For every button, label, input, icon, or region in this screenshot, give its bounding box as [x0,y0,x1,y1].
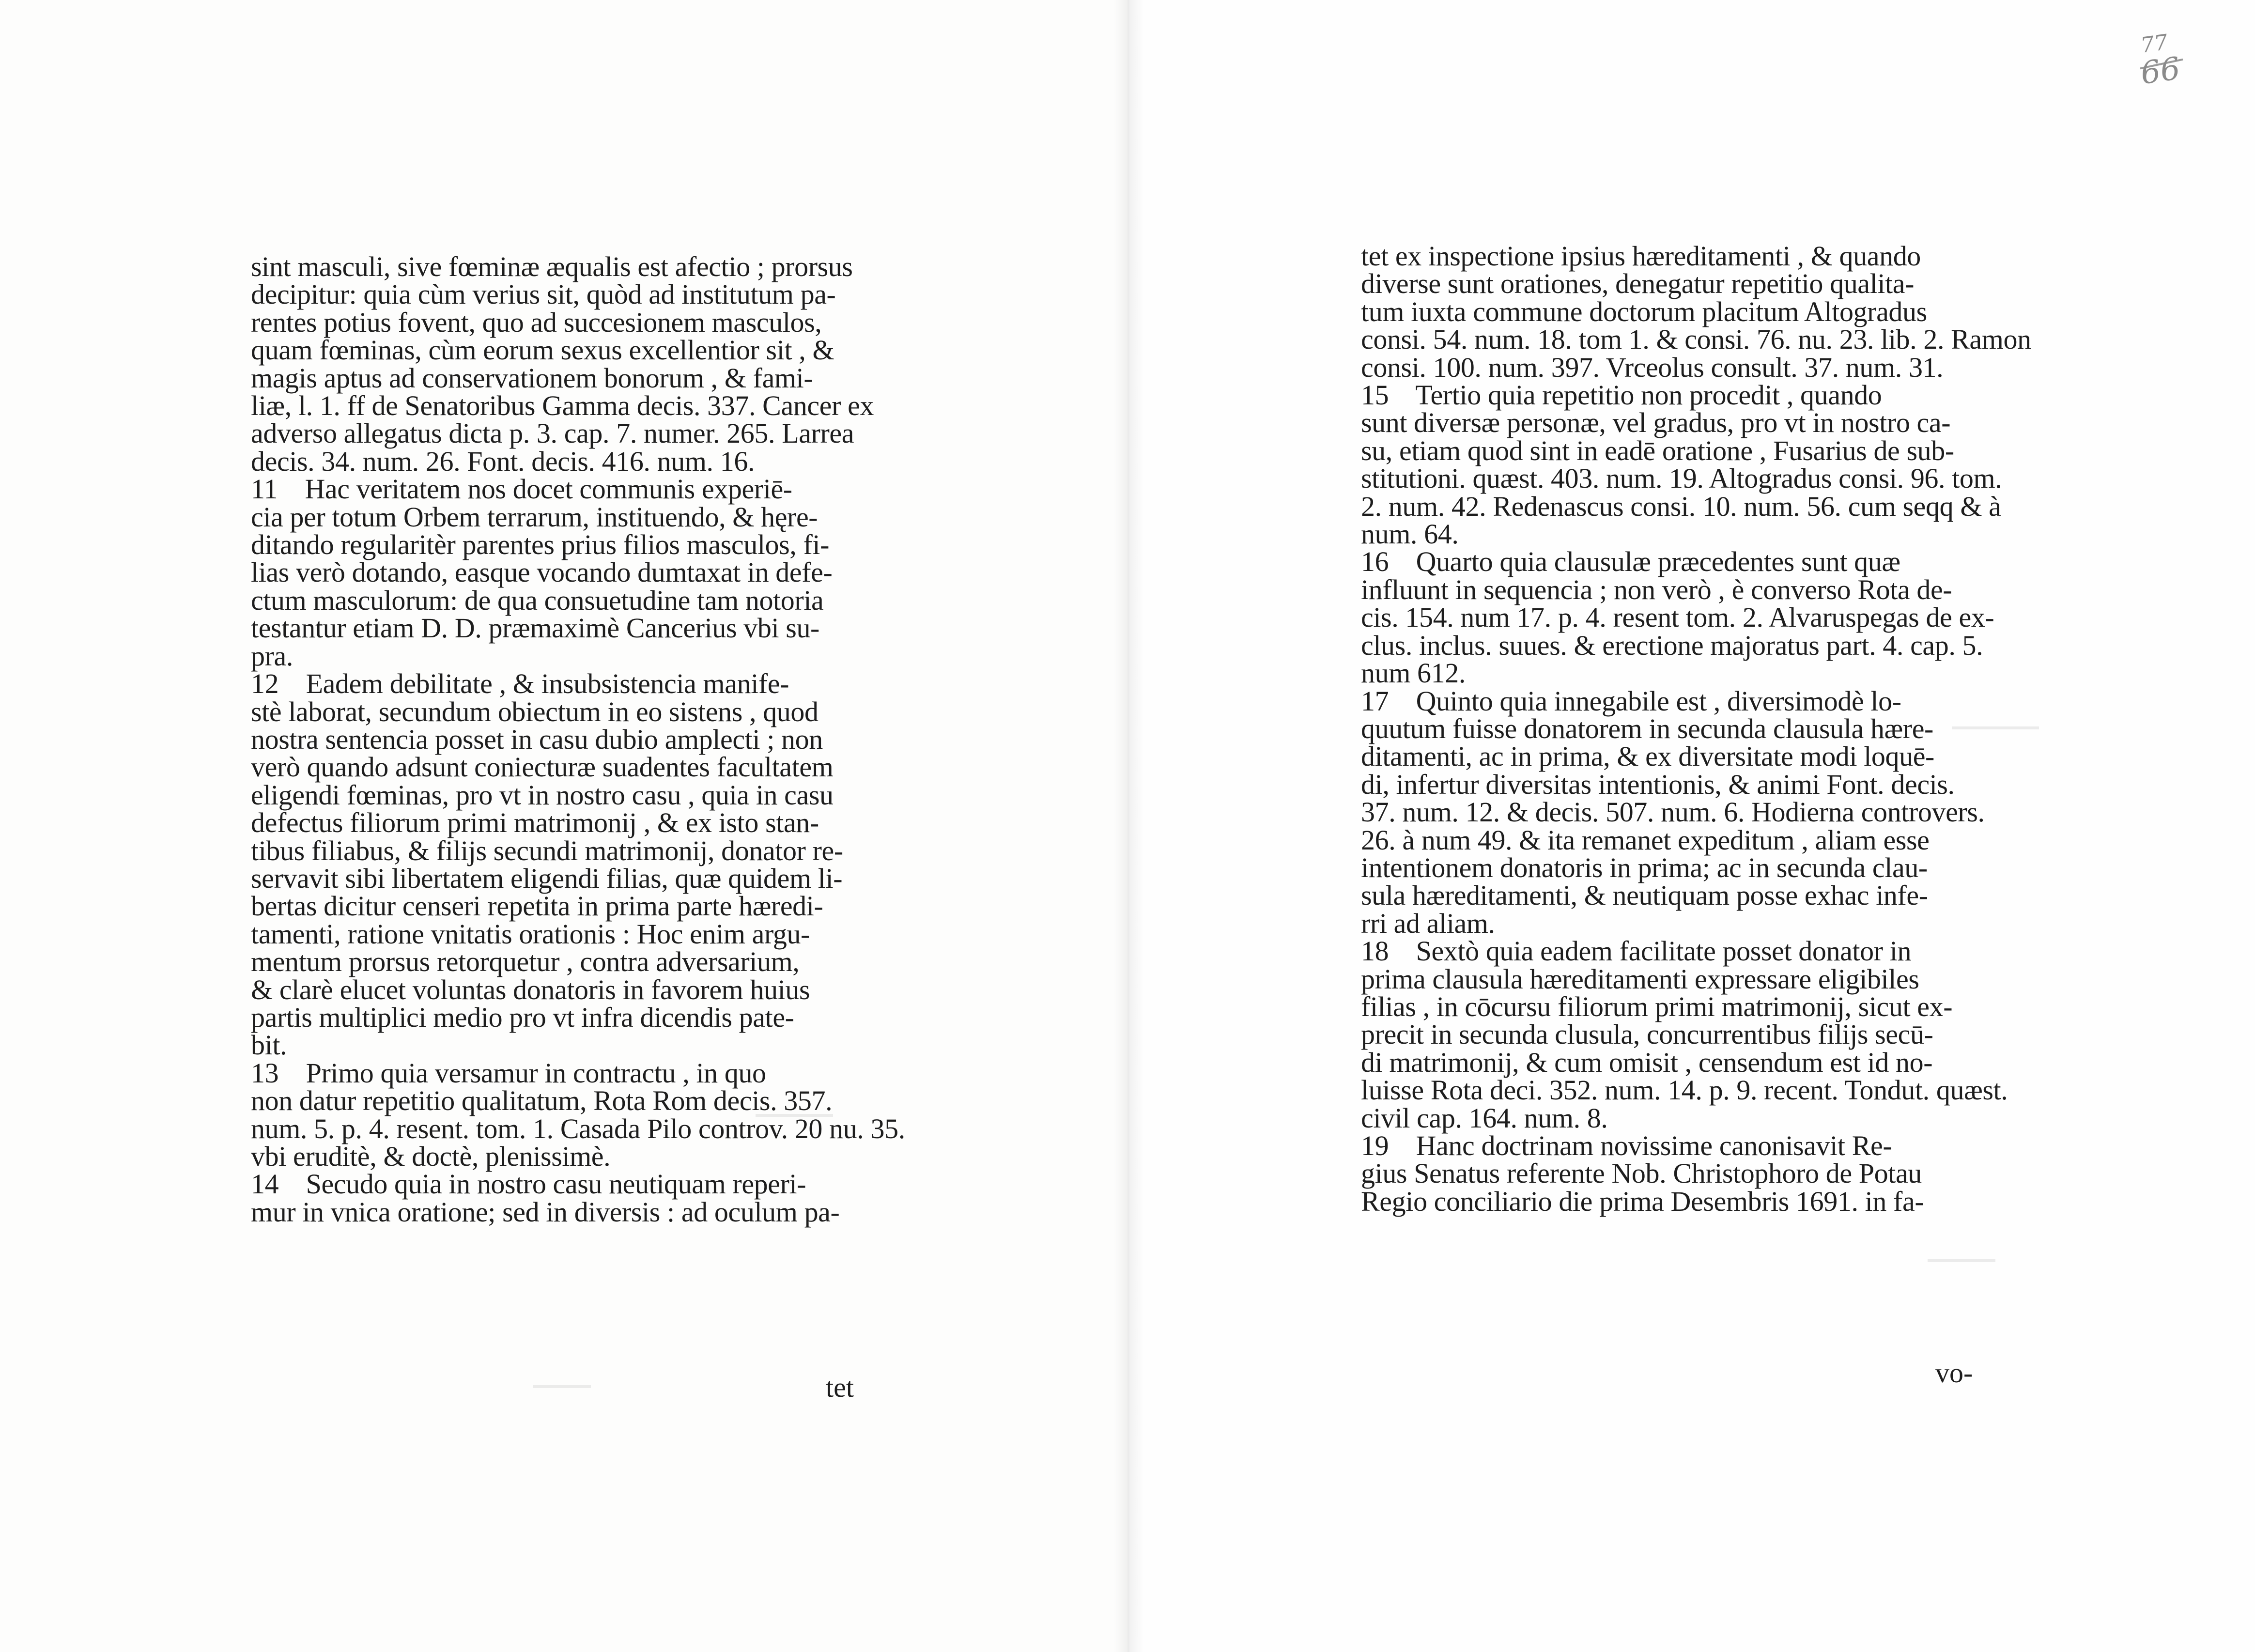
right-page-catchword: vo- [1935,1357,1973,1389]
show-through-mark [533,1385,591,1388]
left-page-catchword: tet [826,1372,854,1403]
left-page-text: sint masculi, sive fœminæ æqualis est afectio ; prorsus decipitur: quia cùm verius sit, quòd ad institutum pa- rentes potius fovent, quo ad succesionem masculos, quam fœminas, cùm eorum sexus excellentior sit , & magis aptus ad conservationem bonorum , & fami- liæ, l. 1. ff de Senatoribus Gamma decis. 337. Cancer ex adverso allegatus dicta p. 3. cap. 7. numer. 265. Larrea decis. 34. num. 26. Font. decis. 416. num. 16. 11 Hac veritatem nos docet communis experiē- cia per totum Orbem terrarum, instituendo, & hęre- ditando regularitèr parentes prius filios masculos, fi- lias verò dotando, easque vocando dumtaxat in defe- ctum masculorum: de qua consuetudine tam notoria testantur etiam D. D. præmaximè Cancerius vbi su- pra. 12 Eadem debilitate , & insubsistencia manife- stè laborat, secundum obiectum in eo sistens , quod nostra sentencia posset in casu dubio amplecti ; non verò quando adsunt coniecturæ suadentes facultatem eligendi fœminas, pro vt in nostro casu , quia in casu defectus filiorum primi matrimonij , & ex isto stan- tibus filiabus, & filijs secundi matrimonij, donator re- servavit sibi libertatem eligendi filias, quæ quidem li- bertas dicitur censeri repetita in prima parte hæredi- tamenti, ratione vnitatis orationis : Hoc enim argu- mentum prorsus retorquetur , contra adversarium, & clarè elucet voluntas donatoris in favorem huius partis multiplici medio pro vt infra dicendis pate- bit. 13 Primo quia versamur in contractu , in quo non datur repetitio qualitatum, Rota Rom decis. 357. num. 5. p. 4. resent. tom. 1. Casada Pilo controv. 20 nu. 35. vbi eruditè, & doctè, plenissimè. 14 Secudo quia in nostro casu neutiquam reperi- mur in vnica oratione; sed in diversis : ad oculum pa- [251,251,905,1228]
right-page [1128,0,2255,1652]
show-through-mark [1928,1259,1995,1262]
right-page-text: tet ex inspectione ipsius hæreditamenti , & quando diverse sunt orationes, denegatur repetitio qualita- tum iuxta commune doctorum placitum Altogradus consi. 54. num. 18. tom 1. & consi. 76. nu. 23. lib. 2. Ramon consi. 100. num. 397. Vrceolus consult. 37. num. 31. 15 Tertio quia repetitio non procedit , quando sunt diversæ personæ, vel gradus, pro vt in nostro ca- su, etiam quod sint in eadē oratione , Fusarius de sub- stitutioni. quæst. 403. num. 19. Altogradus consi. 96. tom. 2. num. 42. Redenascus consi. 10. num. 56. cum seqq & à num. 64. 16 Quarto quia clausulæ præcedentes sunt quæ influunt in sequencia ; non verò , è converso Rota de- cis. 154. num 17. p. 4. resent tom. 2. Alvaruspegas de ex- clus. inclus. suues. & erectione majoratus part. 4. cap. 5. num 612. 17 Quinto quia innegabile est , diversimodè lo- quutum fuisse donatorem in secunda clausula hære- ditamenti, ac in prima, & ex diversitate modi loquē- di, infertur diversitas intentionis, & animi Font. decis. 37. num. 12. & decis. 507. num. 6. Hodierna controvers. 26. à num 49. & ita remanet expeditum , aliam esse intentionem donatoris in prima; ac in secunda clau- sula hæreditamenti, & neutiquam posse exhac infe- rri ad aliam. 18 Sextò quia eadem facilitate posset donator in prima clausula hæreditamenti expressare eligibiles filias , in cōcursu filiorum primi matrimonij, sicut ex- precit in secunda clusula, concurrentibus filijs secū- di matrimonij, & cum omisit , censendum est id no- luisse Rota deci. 352. num. 14. p. 9. recent. Tondut. quæst. civil cap. 164. num. 8. 19 Hanc doctrinam novissime canonisavit Re- gius Senatus referente Nob. Christophoro de Potau Regio conciliario die prima Desembris 1691. in fa- [1361,240,2031,1217]
book-gutter [1114,0,1143,1652]
folio-number [2138,30,2183,92]
folio-current-number: 66 [2138,50,2183,92]
folio-struck-number: 77 [2139,30,2170,58]
